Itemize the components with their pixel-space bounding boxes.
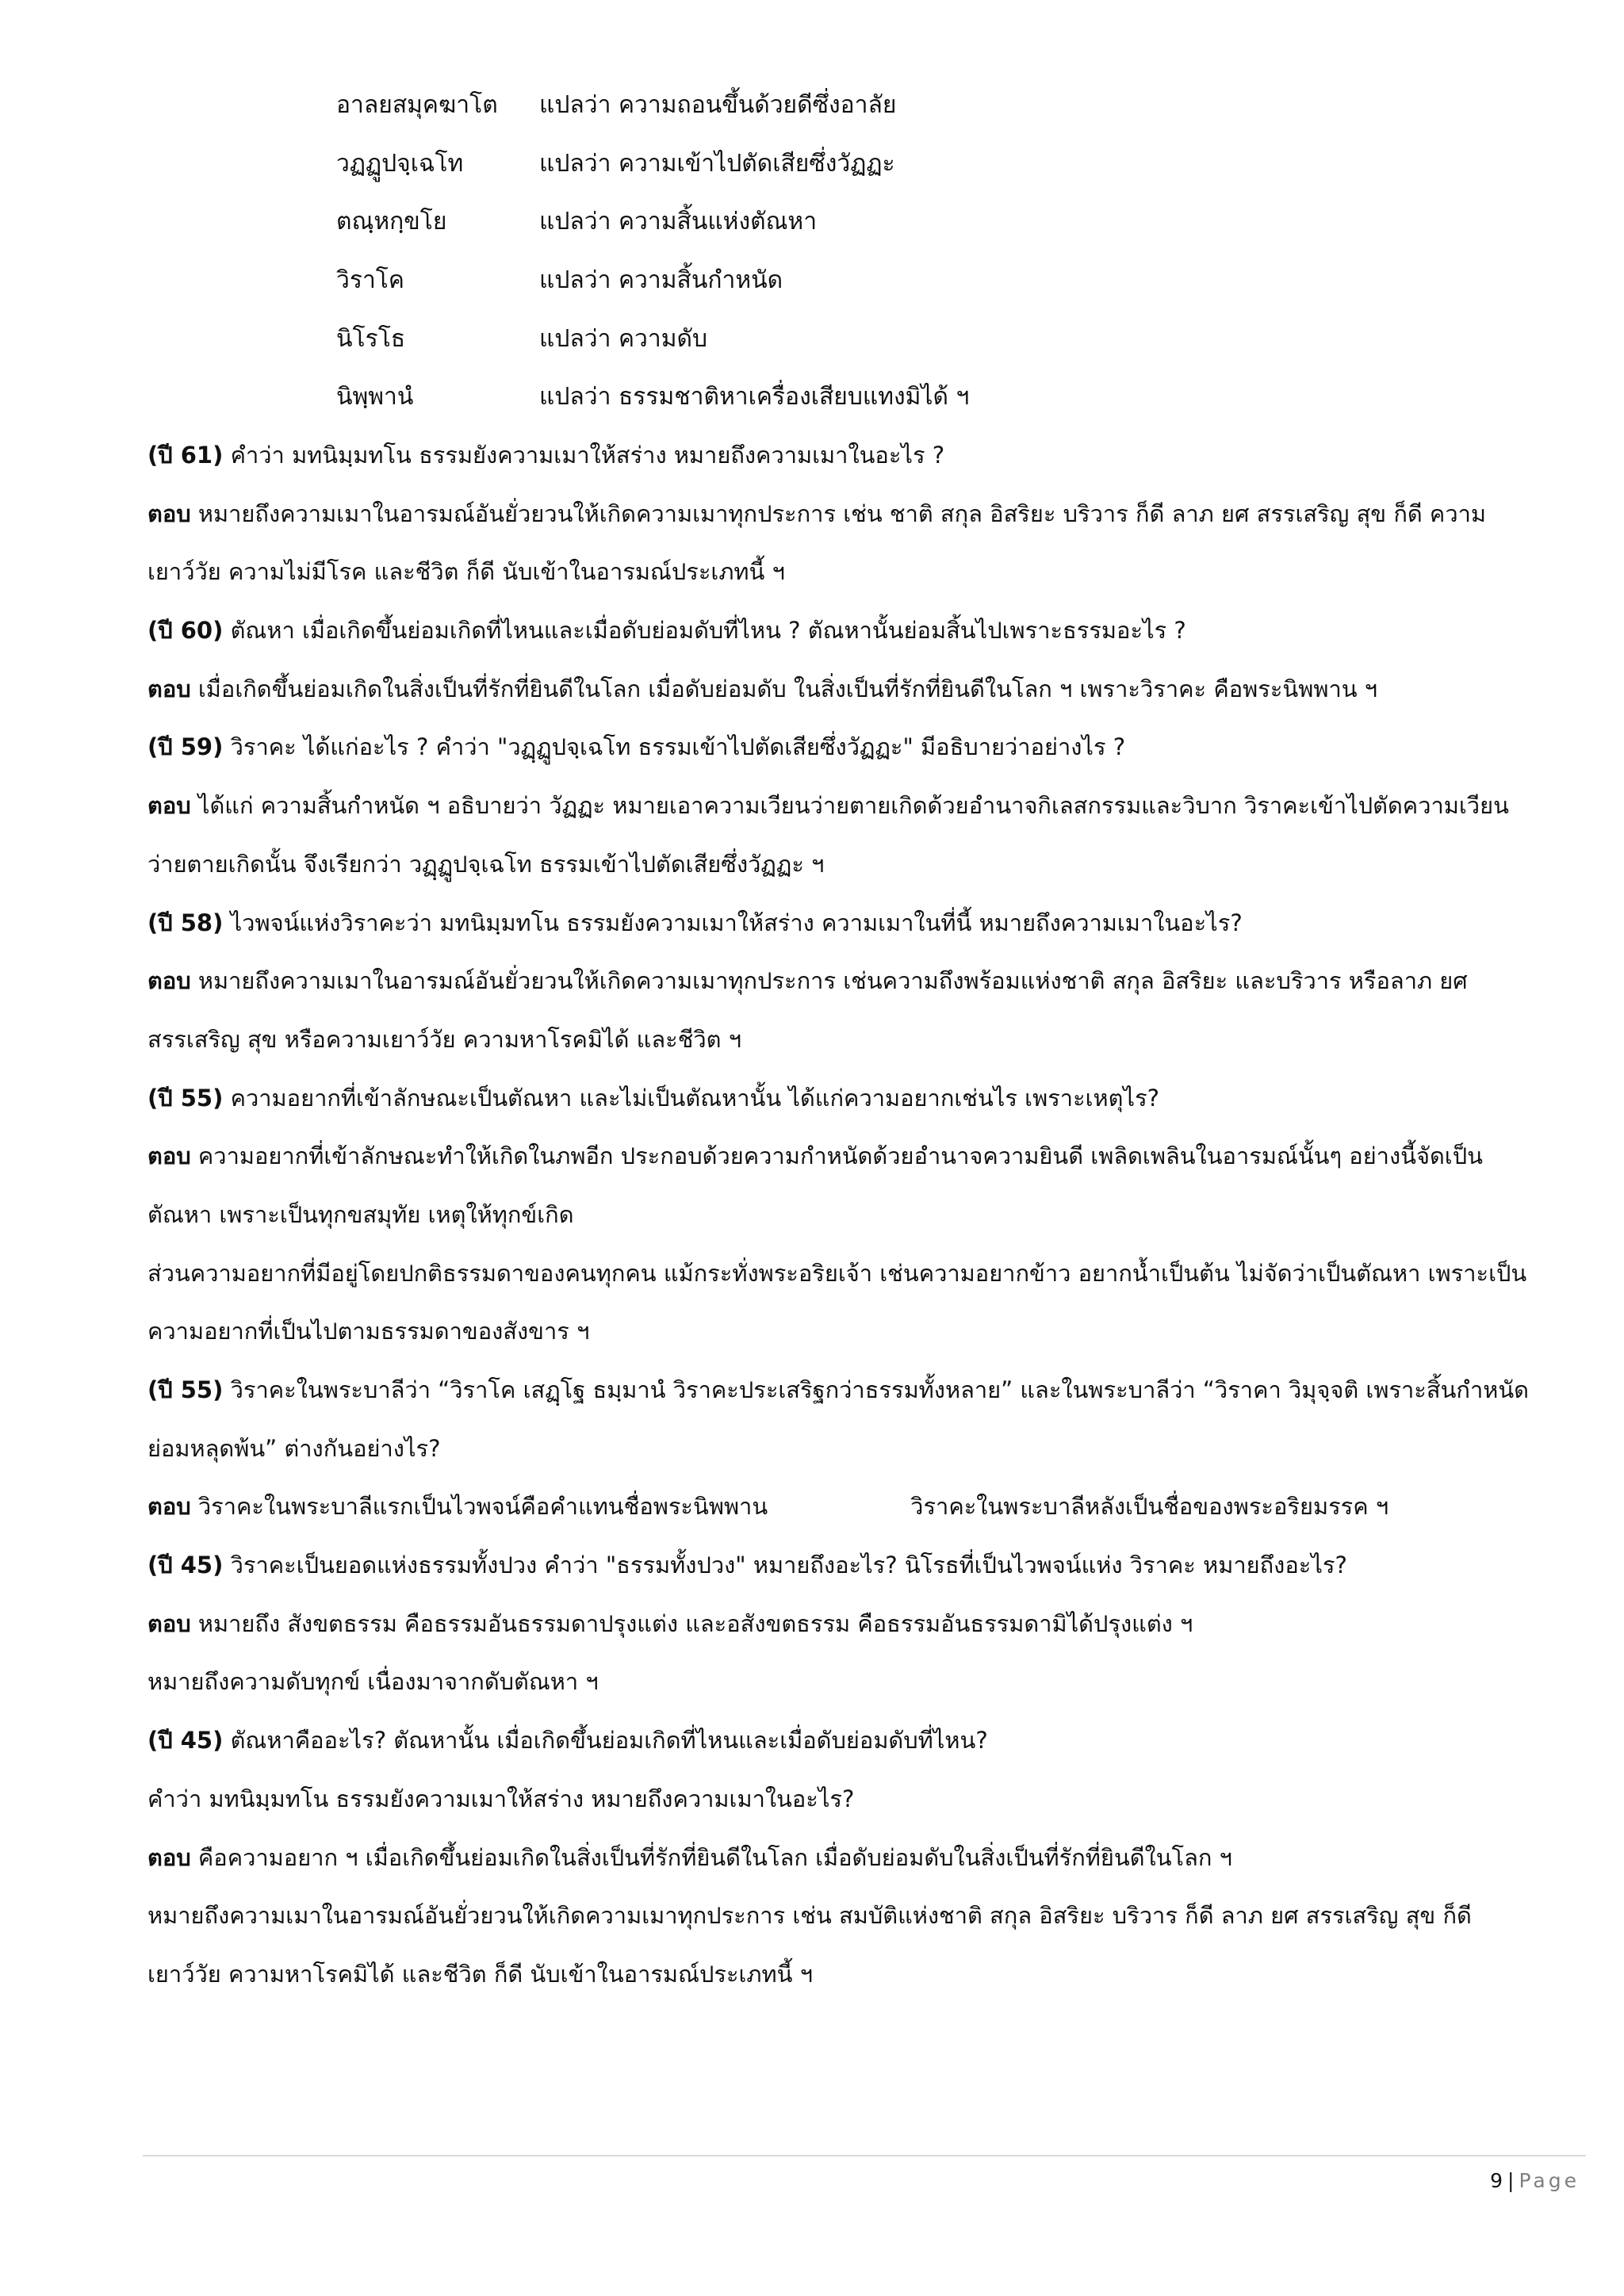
line-text: สรรเสริญ สุข หรือความเยาว์วัย ความหาโรคมิได้ และชีวิต ฯ <box>147 1025 742 1053</box>
line-text: วิราคะ ได้แก่อะไร ? คำว่า "วฏฺฏูปจฺเฉโท ธรรมเข้าไปตัดเสียซึ่งวัฏฏะ" มีอธิบายว่าอย่างไร ? <box>223 733 1126 761</box>
line-text: คำว่า มทนิมฺมทโน ธรรมยังความเมาให้สร่าง หมายถึงความเมาในอะไร? <box>147 1785 855 1812</box>
line-text: หมายถึง สังขตธรรม คือธรรมอันธรรมดาปรุงแต่ง และอสังขตธรรม คือธรรมอันธรรมดามิได้ปรุงแต่ง ฯ <box>190 1609 1193 1637</box>
continuation-line <box>147 1946 1567 2004</box>
answer-line <box>147 1478 1567 1536</box>
line-text: เยาว์วัย ความไม่มีโรค และชีวิต ก็ดี นับเข้าในอารมณ์ประเภทนี้ ฯ <box>147 558 785 586</box>
line-text: เมื่อเกิดขึ้นย่อมเกิดในสิ่งเป็นที่รักที่ยินดีในโลก เมื่อดับย่อมดับ ในสิ่งเป็นที่รักที่ยินดีในโลก ฯ เพราะวิราคะ คือพระนิพพาน ฯ <box>190 675 1378 702</box>
line-text: ความอยากที่เข้าลักษณะทำให้เกิดในภพอีก ประกอบด้วยความกำหนัดด้วยอำนาจความยินดี เพลิดเพลินในอารมณ์นั้นๆ อย่างนี้จัดเป็น <box>190 1142 1483 1170</box>
definition-meaning: แปลว่า ความถอนขึ้นด้วยดีซึ่งอาลัย <box>539 91 897 120</box>
line-text: คำว่า มทนิมฺมทโน ธรรมยังความเมาให้สร่าง หมายถึงความเมาในอะไร ? <box>223 442 945 469</box>
line-text: ตัณหาคืออะไร? ตัณหานั้น เมื่อเกิดขึ้นย่อมเกิดที่ไหนและเมื่อดับย่อมดับที่ไหน? <box>223 1727 988 1755</box>
line-text: ย่อมหลุดพ้น” ต่างกันอย่างไร? <box>147 1434 441 1462</box>
definition-term: นิพฺพานํ <box>336 383 414 411</box>
question-line <box>147 1712 1567 1770</box>
definition-term: อาลยสมุคฆาโต <box>336 91 498 120</box>
answer-label: ตอบ <box>147 1609 191 1637</box>
line-text: หมายถึงความดับทุกข์ เนื่องมาจากดับตัณหา ฯ <box>147 1668 599 1696</box>
answer-line <box>147 777 1567 836</box>
continuation-line <box>147 1653 1567 1712</box>
answer-label: ตอบ <box>147 1843 191 1871</box>
answer-label: ตอบ <box>147 967 191 995</box>
line-text: หมายถึงความเมาในอารมณ์อันยั่วยวนให้เกิดความเมาทุกประการ เช่น ชาติ สกุล อิสริยะ บริวาร ก็ดี ลาภ ยศ สรรเสริญ สุข ก็ดี ความ <box>190 499 1487 527</box>
definition-row <box>336 135 1446 193</box>
definition-meaning: แปลว่า ความเข้าไปตัดเสียซึ่งวัฏฏะ <box>539 149 895 178</box>
page-word: Page <box>1519 2169 1580 2192</box>
question-line <box>147 1070 1567 1128</box>
answer-line <box>147 1595 1567 1654</box>
question-line <box>147 894 1567 953</box>
line-text: คือความอยาก ฯ เมื่อเกิดขึ้นย่อมเกิดในสิ่งเป็นที่รักที่ยินดีในโลก เมื่อดับย่อมดับในสิ่งเป็นที่รักที่ยินดีในโลก ฯ <box>190 1843 1232 1871</box>
continuation-line <box>147 1245 1567 1303</box>
answer-label: ตอบ <box>147 792 191 820</box>
line-text: ความอยากที่เป็นไปตามธรรมดาของสังขาร ฯ <box>147 1318 590 1345</box>
line-text: วิราคะในพระบาลีว่า “วิราโค เสฏฺโฐ ธมฺมานํ วิราคะประเสริฐกว่าธรรมทั้งหลาย” และในพระบาลีว่า “วิราคา วิมุจฺจติ เพราะสิ้นกำหนัด <box>223 1376 1530 1403</box>
question-year-label: (ปี 55) <box>147 1084 224 1112</box>
continuation-line <box>147 1186 1567 1245</box>
continuation-line <box>147 1011 1567 1070</box>
continuation-line <box>147 1303 1567 1361</box>
continuation-line <box>147 836 1567 894</box>
line-text: วิราคะเป็นยอดแห่งธรรมทั้งปวง คำว่า "ธรรมทั้งปวง" หมายถึงอะไร? นิโรธที่เป็นไวพจน์แห่ง วิราคะ หมายถึงอะไร? <box>223 1552 1347 1579</box>
line-text: หมายถึงความเมาในอารมณ์อันยั่วยวนให้เกิดความเมาทุกประการ เช่น สมบัติแห่งชาติ สกุล อิสริยะ บริวาร ก็ดี ลาภ ยศ สรรเสริญ สุข ก็ดี <box>147 1902 1472 1930</box>
page-number: 9 <box>1490 2169 1503 2192</box>
footer-separator: | <box>1507 2169 1515 2192</box>
question-line <box>147 1536 1567 1595</box>
definition-row <box>336 309 1446 368</box>
answer-line <box>147 1829 1567 1888</box>
question-line <box>147 427 1567 485</box>
answer-label: ตอบ <box>147 499 191 527</box>
question-line <box>147 1361 1567 1420</box>
definition-row <box>336 251 1446 310</box>
pali-definitions-list <box>336 76 1446 427</box>
page-footer <box>1490 2169 1580 2192</box>
continuation-line <box>147 1770 1567 1829</box>
answer-label: ตอบ <box>147 1142 191 1170</box>
answer-line <box>147 485 1567 544</box>
definition-meaning: แปลว่า ความสิ้นกำหนัด <box>539 266 783 295</box>
line-text: ตัณหา เพราะเป็นทุกขสมุทัย เหตุให้ทุกข์เกิด <box>147 1200 574 1228</box>
answer-line <box>147 660 1567 719</box>
definition-row <box>336 76 1446 135</box>
definition-term: ตณฺหกฺขโย <box>336 208 447 236</box>
answer-label: ตอบ <box>147 1493 191 1521</box>
answer-line <box>147 1127 1567 1186</box>
line-text: ไวพจน์แห่งวิราคะว่า มทนิมฺมทโน ธรรมยังความเมาให้สร่าง ความเมาในที่นี้ หมายถึงความเมาในอะไร? <box>223 909 1243 936</box>
definition-meaning: แปลว่า ความดับ <box>539 324 708 353</box>
definition-meaning: แปลว่า ธรรมชาติหาเครื่องเสียบแทงมิได้ ฯ <box>539 383 970 411</box>
question-line <box>147 602 1567 660</box>
definition-row <box>336 193 1446 251</box>
line-text: วิราคะในพระบาลีแรกเป็นไวพจน์คือคำแทนชื่อพระนิพพาน <box>190 1493 768 1521</box>
answer-line <box>147 952 1567 1011</box>
definition-term: วิราโค <box>336 266 404 295</box>
question-year-label: (ปี 55) <box>147 1376 224 1403</box>
line-text: ความอยากที่เข้าลักษณะเป็นตัณหา และไม่เป็นตัณหานั้น ได้แก่ความอยากเช่นไร เพราะเหตุไร? <box>223 1084 1160 1112</box>
line-text: ว่ายตายเกิดนั้น จึงเรียกว่า วฏฺฏูปจฺเฉโท ธรรมเข้าไปตัดเสียซึ่งวัฏฏะ ฯ <box>147 850 825 878</box>
line-text: ส่วนความอยากที่มีอยู่โดยปกติธรรมดาของคนทุกคน แม้กระทั่งพระอริยเจ้า เช่นความอยากข้าว อยากน้ำเป็นต้น ไม่จัดว่าเป็นตัณหา เพราะเป็น <box>147 1259 1527 1287</box>
question-year-label: (ปี 45) <box>147 1727 224 1755</box>
question-year-label: (ปี 59) <box>147 733 224 761</box>
line-text-second: วิราคะในพระบาลีหลังเป็นชื่อของพระอริยมรรค ฯ <box>910 1493 1389 1521</box>
definition-term: วฏฏูปจฺเฉโท <box>336 149 464 178</box>
answer-label: ตอบ <box>147 675 191 702</box>
definition-row <box>336 368 1446 427</box>
line-text: หมายถึงความเมาในอารมณ์อันยั่วยวนให้เกิดความเมาทุกประการ เช่นความถึงพร้อมแห่งชาติ สกุล อิสริยะ และบริวาร หรือลาภ ยศ <box>190 967 1468 995</box>
line-text: ได้แก่ ความสิ้นกำหนัด ฯ อธิบายว่า วัฏฏะ หมายเอาความเวียนว่ายตายเกิดด้วยอำนาจกิเลสกรรมและวิบาก วิราคะเข้าไปตัดความเวียน <box>190 792 1509 820</box>
continuation-line <box>147 543 1567 602</box>
continuation-line <box>147 1887 1567 1946</box>
definition-meaning: แปลว่า ความสิ้นแห่งตัณหา <box>539 208 818 236</box>
qa-content <box>147 427 1567 2004</box>
question-year-label: (ปี 45) <box>147 1552 224 1579</box>
question-line <box>147 718 1567 777</box>
continuation-line <box>147 1420 1567 1479</box>
footer-divider <box>143 2155 1586 2156</box>
question-year-label: (ปี 58) <box>147 909 224 936</box>
question-year-label: (ปี 60) <box>147 617 224 645</box>
definition-term: นิโรโธ <box>336 324 406 353</box>
line-text: เยาว์วัย ความหาโรคมิได้ และชีวิต ก็ดี นับเข้าในอารมณ์ประเภทนี้ ฯ <box>147 1960 813 1988</box>
line-text: ตัณหา เมื่อเกิดขึ้นย่อมเกิดที่ไหนและเมื่อดับย่อมดับที่ไหน ? ตัณหานั้นย่อมสิ้นไปเพราะธรรมอะไร ? <box>223 617 1186 645</box>
question-year-label: (ปี 61) <box>147 442 224 469</box>
